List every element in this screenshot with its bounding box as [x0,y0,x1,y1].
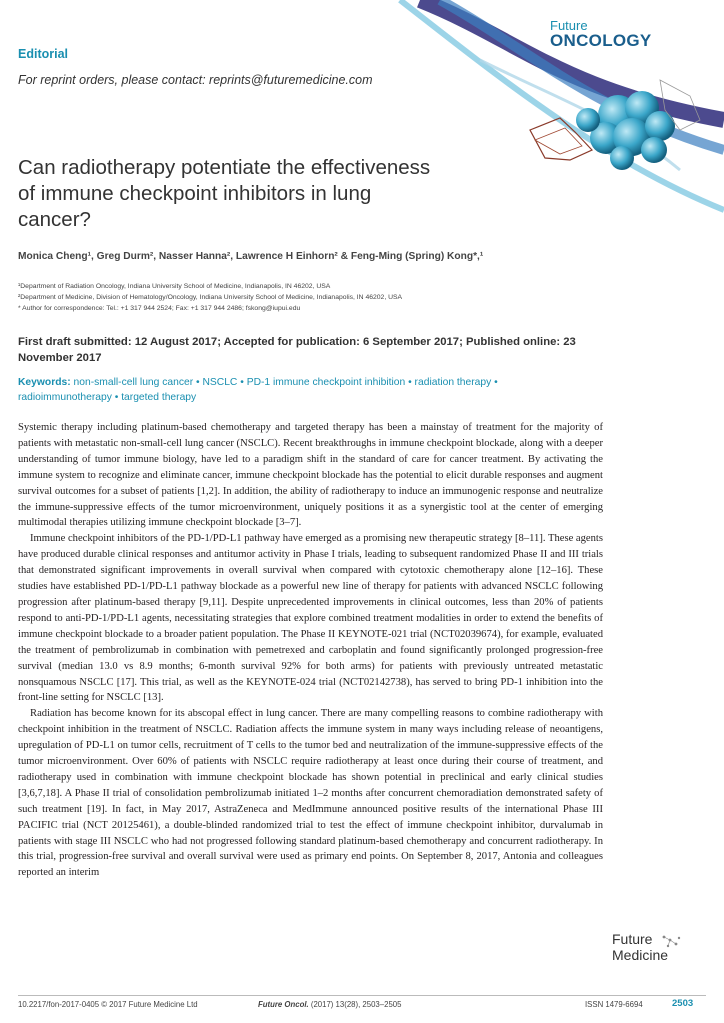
author-list: Monica Cheng¹, Greg Durm², Nasser Hanna², Lawrence H Einhorn² & Feng-Ming (Spring) Kong*,¹ [18,251,484,262]
section-label: Editorial [18,47,69,61]
body-paragraph: Radiation has become known for its abscopal effect in lung cancer. There are many compelling reasons to combine radiotherapy with checkpoint inhibition in the treatment of NSCLC. Radiation affects the immune system in many ways including release of neoantigens, upregulation of PD-L1 on tumor cells, recruitment of T cells to the tumor bed and neutralization of the immune-suppressive effects of the tumor microenvironment. Over 60% of patients with NSCLC require radiotherapy at least once during their course of treatment, and radiotherapy used in combination with immune checkpoint blockade has shown potential in preclinical and early clinical studies [3,6,7,18]. A Phase II trial of consolidation pembrolizumab initiated 1–2 months after concurrent chemoradiation demonstrated safety of such treatment [19]. In fact, in May 2017, AstraZeneca and MedImmune announced positive results of the international Phase III PACIFIC trial (NCT 20125461), a double-blinded randomized trial to test the effect of immune checkpoint inhibitor, durvalumab in patients with stage III NSCLC who had not progressed following standard platinum-based chemotherapy and concurrent radiotherapy. In this trial, progression-free survival and overall survival were used as primary end points. On September 8, 2017, Antonia and colleagues reported an interim [18,708,603,879]
footer-issn: ISSN 1479-6694 [585,1000,643,1009]
correspondence: * Author for correspondence: Tel.: +1 317 944 2524; Fax: +1 317 944 2486; fskong@iupui.edu [18,305,301,313]
molecule-icon [660,933,682,951]
publisher-logo-line2: Medicine [612,947,669,963]
article-title: Can radiotherapy potentiate the effectiveness of immune checkpoint inhibitors in lung cancer? [18,156,431,231]
footer-journal: Future Oncol. [258,1000,309,1009]
affiliations [18,281,578,315]
journal-logo-line1: Future [550,18,588,33]
journal-logo-line2: ONCOLOGY [550,31,652,50]
page-number: 2503 [672,998,694,1009]
journal-logo [550,18,670,51]
publisher-logo-line1: Future [612,931,653,947]
article-body [18,420,603,881]
affiliation-2: ²Department of Medicine, Division of Hematology/Oncology, Indiana University School of Medicine, Indianapolis, IN 46202, USA [18,294,403,302]
publication-dates: First draft submitted: 12 August 2017; Accepted for publication: 6 September 2017; Published online: 23 November 2017 [18,336,576,364]
affiliation-1: ¹Department of Radiation Oncology, Indiana University School of Medicine, Indianapolis, IN 46202, USA [18,283,331,290]
reprint-notice: For reprint orders, please contact: reprints@futuremedicine.com [18,73,373,87]
footer-volume: (2017) 13(28), 2503–2505 [308,1000,402,1009]
footer-doi: 10.2217/fon-2017-0405 © 2017 Future Medicine Ltd [18,1000,198,1009]
body-paragraph: Immune checkpoint inhibitors of the PD-1/PD-L1 pathway have emerged as a promising new therapeutic strategy [8–11]. These agents have produced durable clinical responses and antitumor activity in Phase I trials, leading to subsequent randomized Phase II and III trials that demonstrated significant improvements in overall survival when compared with cytotoxic chemotherapy alone [12–16]. These studies have established PD-1/PD-L1 pathway blockade as a powerful new line of therapy for patients with advanced NSCLC following progression after platinum-based therapy [9,11]. Despite unprecedented improvements in clinical outcomes, less than 20% of patients respond to anti-PD-1/PD-L1 agents, necessitating strategies that explore combined treatment modalities in order to extend the benefits of immune checkpoint blockade to a broader patient population. The Phase II KEYNOTE-021 trial (NCT02039674), for example, evaluated the treatment of pembrolizumab in combination with pemetrexed and carboplatin and found significantly prolonged progression-free survival (median 13.0 vs 8.9 months; 6-month survival 92% for both arms) for patients with previously untreated metastatic nonsquamous NSCLC [17]. This trial, as well as the KEYNOTE-024 trial (NCT02142738), has served to bring PD-1 inhibition into the front-line setting for NSCLC [13]. [18,533,603,704]
body-paragraph: Systemic therapy including platinum-based chemotherapy and targeted therapy has been a mainstay of treatment for the majority of patients with metastatic non-small-cell lung cancer (NSCLC). Recent breakthroughs in immune checkpoint blockade, along with a deeper understanding of tumor immune biology, have led to a paradigm shift in the standard of care for cancer treatment. By activating the immune system to recognize and eliminate cancer, immune checkpoint blockade has the potential to elicit durable responses and augment survival outcomes for a subset of patients [1,2]. In addition, the ability of radiotherapy to induce an immunogenic response and neutralize the immune-suppressive effects of the tumor microenvironment, uniquely positions it as a synergistic tool at the center of emerging multimodal therapies utilizing immune checkpoint blockade [3–7]. [18,422,603,529]
keywords-label: Keywords: [18,377,71,388]
publisher-logo [612,931,702,963]
footer-divider [18,995,706,996]
footer-citation [258,1000,401,1009]
keywords-list: non-small-cell lung cancer • NSCLC • PD-1 immune checkpoint inhibition • radiation therapy • radioimmunotherapy • targeted therapy [18,377,498,403]
keywords [18,376,588,405]
